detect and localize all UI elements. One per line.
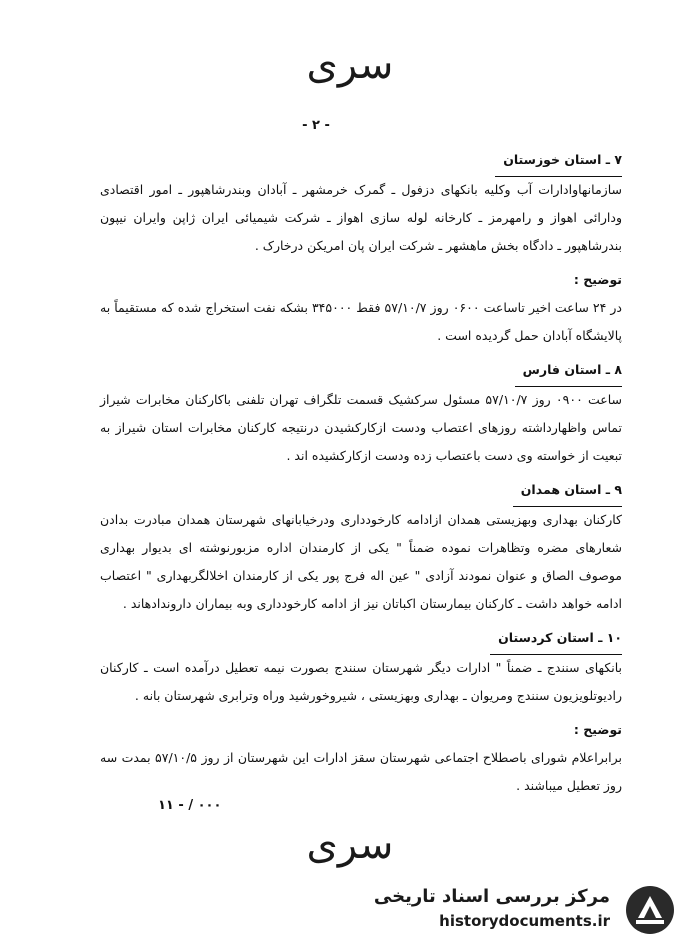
classification-stamp-top: سری — [306, 42, 394, 88]
note-label: توضیح : — [573, 722, 622, 737]
classification-stamp-bottom: سری — [306, 822, 394, 868]
note-label: توضیح : — [573, 272, 622, 287]
section-paragraph: بانکهای سنندج ـ ضمناً " ادارات دیگر شهرستان سنندج بصورت نیمه تعطیل درآمده است ـ کارکنان رادیوتلویزیون سنندج ومریوان ـ بهداری وبهزیستی ، شیروخورشید وراه وترابری شهرستان بانه . — [100, 660, 622, 703]
section-heading-hamadan: ۹ ـ استان همدان — [513, 476, 622, 507]
section-paragraph: کارکنان بهداری وبهزیستی همدان ازادامه کارخودداری ودرخیابانهای شهرستان همدان مبادرت بدادن شعارهای مضره وتظاهرات نموده ضمناً " یکی از کارمندان اداره مزبورنوشته ای بدیوار بهداری موصوف الصاق و عنوان نمودند آزادی " عین اله فرج پور یکی از کارمندان اخلالگربهداری " اعتصاب ادامه خواهد داشت ـ کارکنان بیمارستان اکباتان نیز از ادامه کارخودداری وبه بیماران داروندادهاند . — [100, 512, 622, 611]
section-paragraph: سازمانهاوادارات آب وکلیه بانکهای دزفول ـ گمرک خرمشهر ـ آبادان وبندرشاهپور ـ امور اقتصادی ودارائی اهواز و رامهرمز ـ کارخانه لوله سازی اهواز ـ شرکت شیمیائی ایران ژاپن وایران نیپون بندرشاهپور ـ دادگاه بخش ماهشهر ـ شرکت ایران پان امریکن درخارک . — [100, 182, 622, 253]
section-heading-khuzestan: ۷ ـ استان خوزستان — [495, 146, 622, 177]
section-note: برابراعلام شورای باصطلاح اجتماعی شهرستان سقز ادارات این شهرستان از روز ۵۷/۱۰/۵ بمدت سه روز تعطیل میباشند . — [100, 750, 622, 793]
archive-logo-icon — [624, 884, 676, 936]
section-paragraph: ساعت ۰۹۰۰ روز ۵۷/۱۰/۷ مسئول سرکشیک قسمت تلگراف تهران تلفنی باکارکنان مخابرات شیراز تماس واظهارداشته روزهای اعتصاب ودست ازکارکشیدن درنتیجه کارکنان مخابرات استان شیراز به تبعیت از خواسته وی دست باعتصاب زده ودست ازکارکشیده اند . — [100, 392, 622, 463]
document-body — [100, 142, 622, 806]
watermark — [373, 880, 682, 940]
reference-number: ۱۱ - / ۰۰۰ — [158, 798, 222, 813]
section-heading-fars: ۸ ـ استان فارس — [515, 356, 622, 387]
section-note: در ۲۴ ساعت اخیر تاساعت ۰۶۰۰ روز ۵۷/۱۰/۷ فقط ۳۴۵۰۰۰ بشکه نفت استخراج شده که مستقیماً به پالایشگاه آبادان حمل گردیده است . — [100, 300, 622, 343]
watermark-title: مرکز بررسی اسناد تاریخی — [373, 886, 610, 907]
watermark-url: historydocuments.ir — [439, 912, 610, 930]
page-number: - ۲ - — [302, 118, 330, 133]
section-heading-kurdistan: ۱۰ ـ استان کردستان — [490, 624, 622, 655]
